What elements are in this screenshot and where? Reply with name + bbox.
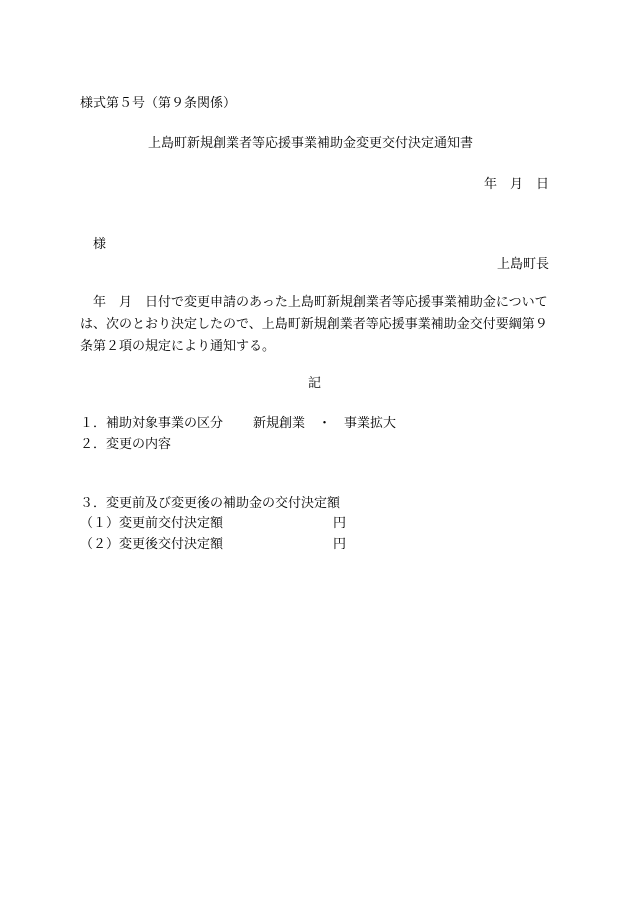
body-paragraph: 年 月 日付で変更申請のあった上島町新規創業者等応援事業補助金については、次のとおり決定したので、上島町新規創業者等応援事業補助金交付要綱第９条第２項の規定により通知する。: [80, 295, 548, 354]
ki-heading: 記: [308, 376, 322, 391]
item1-label: １．補助対象事業の区分: [80, 416, 224, 431]
date-line: 年 月 日: [483, 177, 549, 192]
addressee-suffix: 様: [93, 237, 107, 252]
document-title: 上島町新規創業者等応援事業補助金変更交付決定通知書: [148, 136, 474, 151]
item2-label: ２．変更の内容: [80, 437, 172, 452]
form-number: 様式第５号（第９条関係）: [80, 96, 237, 111]
sub2-label: （２）変更後交付決定額: [80, 537, 224, 552]
sub2-unit: 円: [333, 537, 347, 552]
sub1-label: （１）変更前交付決定額: [80, 516, 224, 531]
item3-label: ３．変更前及び変更後の補助金の交付決定額: [80, 496, 341, 511]
item1-options: 新規創業 ・ 事業拡大: [253, 416, 397, 431]
issuer: 上島町長: [496, 257, 549, 272]
sub1-unit: 円: [333, 516, 347, 531]
